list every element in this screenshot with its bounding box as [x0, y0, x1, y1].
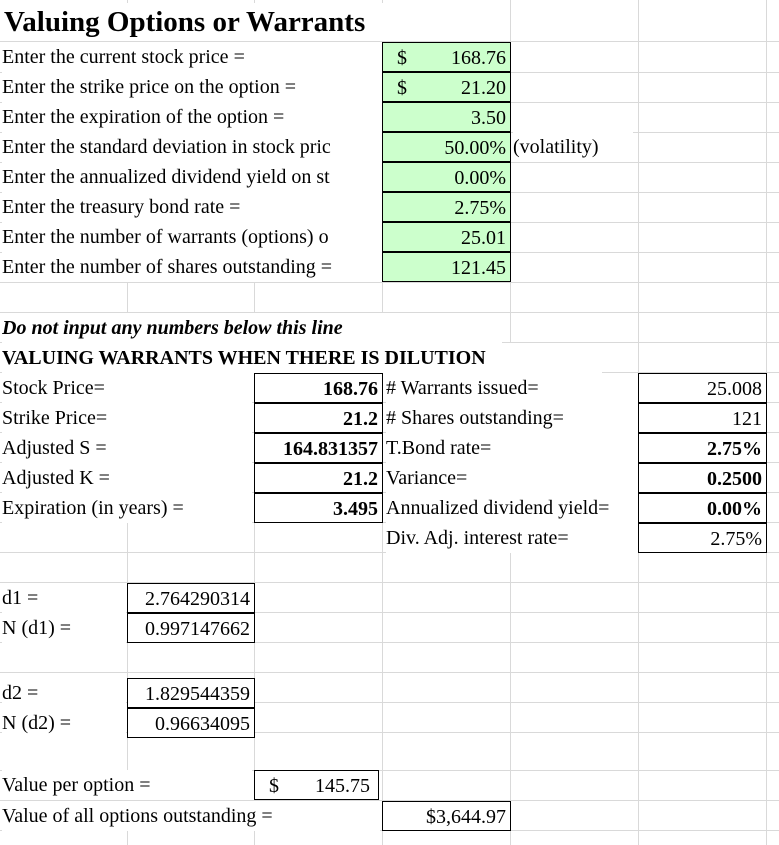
label-adjusted-k: Adjusted K =: [2, 463, 252, 493]
input-label-shares: Enter the number of shares outstanding =: [2, 252, 382, 282]
warning-text: Do not input any numbers below this line: [2, 313, 502, 343]
label-div-adj-rate: Div. Adj. interest rate=: [386, 523, 638, 553]
currency-symbol: $: [397, 47, 407, 69]
input-cell-std-dev[interactable]: 50.00%: [382, 132, 511, 162]
value-annualized-dividend: 0.00%: [638, 493, 767, 523]
section-title: VALUING WARRANTS WHEN THERE IS DILUTION: [2, 343, 602, 373]
value-shares-outstanding: 121: [638, 403, 767, 433]
sheet-title: Valuing Options or Warrants: [4, 3, 424, 41]
label-strike-price: Strike Price=: [2, 403, 252, 433]
input-label-warrants: Enter the number of warrants (options) o: [2, 222, 382, 252]
value-stock-price: 168.76: [254, 373, 383, 403]
input-label-tbond-rate: Enter the treasury bond rate =: [2, 192, 382, 222]
value-d2: 1.829544359: [127, 678, 255, 708]
value-nd2: 0.96634095: [127, 708, 255, 738]
currency-symbol: $: [269, 775, 279, 797]
label-nd2: N (d2) =: [2, 708, 126, 738]
input-value: 168.76: [451, 47, 506, 69]
label-variance: Variance=: [386, 463, 638, 493]
value-strike-price: 21.2: [254, 403, 383, 433]
label-annualized-dividend: Annualized dividend yield=: [386, 493, 638, 523]
input-label-strike-price: Enter the strike price on the option =: [2, 72, 382, 102]
value-adjusted-k: 21.2: [254, 463, 383, 493]
label-expiration-years: Expiration (in years) =: [2, 493, 252, 523]
input-cell-strike-price[interactable]: [382, 72, 511, 102]
input-cell-stock-price[interactable]: [382, 42, 511, 72]
value-all-options: $3,644.97: [382, 801, 511, 831]
label-value-per-option: Value per option =: [2, 770, 252, 800]
input-cell-expiration[interactable]: 3.50: [382, 102, 511, 132]
input-label-expiration: Enter the expiration of the option =: [2, 102, 382, 132]
input-label-stock-price: Enter the current stock price =: [2, 42, 382, 72]
volatility-note: (volatility): [513, 132, 633, 162]
value-variance: 0.2500: [638, 463, 767, 493]
label-warrants-issued: # Warrants issued=: [386, 373, 638, 403]
input-value: 21.20: [461, 77, 506, 99]
label-d1: d1 =: [2, 583, 126, 613]
value-per-option: [254, 770, 379, 800]
value-d1: 2.764290314: [127, 583, 255, 613]
label-d2: d2 =: [2, 678, 126, 708]
value-tbond-rate: 2.75%: [638, 433, 767, 463]
option-value: 145.75: [315, 775, 370, 797]
value-expiration-years: 3.495: [254, 493, 383, 523]
input-label-dividend-yield: Enter the annualized dividend yield on st: [2, 162, 382, 192]
value-nd1: 0.997147662: [127, 613, 255, 643]
input-cell-tbond-rate[interactable]: 2.75%: [382, 192, 511, 222]
label-tbond-rate: T.Bond rate=: [386, 433, 638, 463]
input-cell-shares[interactable]: 121.45: [382, 252, 511, 282]
input-cell-warrants[interactable]: 25.01: [382, 222, 511, 252]
currency-symbol: $: [397, 77, 407, 99]
input-label-std-dev: Enter the standard deviation in stock pric: [2, 132, 382, 162]
value-adjusted-s: 164.831357: [254, 433, 383, 463]
value-div-adj-rate: 2.75%: [638, 523, 767, 553]
label-shares-outstanding: # Shares outstanding=: [386, 403, 638, 433]
label-value-all-options: Value of all options outstanding =: [2, 801, 380, 831]
label-adjusted-s: Adjusted S =: [2, 433, 252, 463]
value-warrants-issued: 25.008: [638, 373, 767, 403]
label-nd1: N (d1) =: [2, 613, 126, 643]
input-cell-dividend-yield[interactable]: 0.00%: [382, 162, 511, 192]
label-stock-price: Stock Price=: [2, 373, 252, 403]
